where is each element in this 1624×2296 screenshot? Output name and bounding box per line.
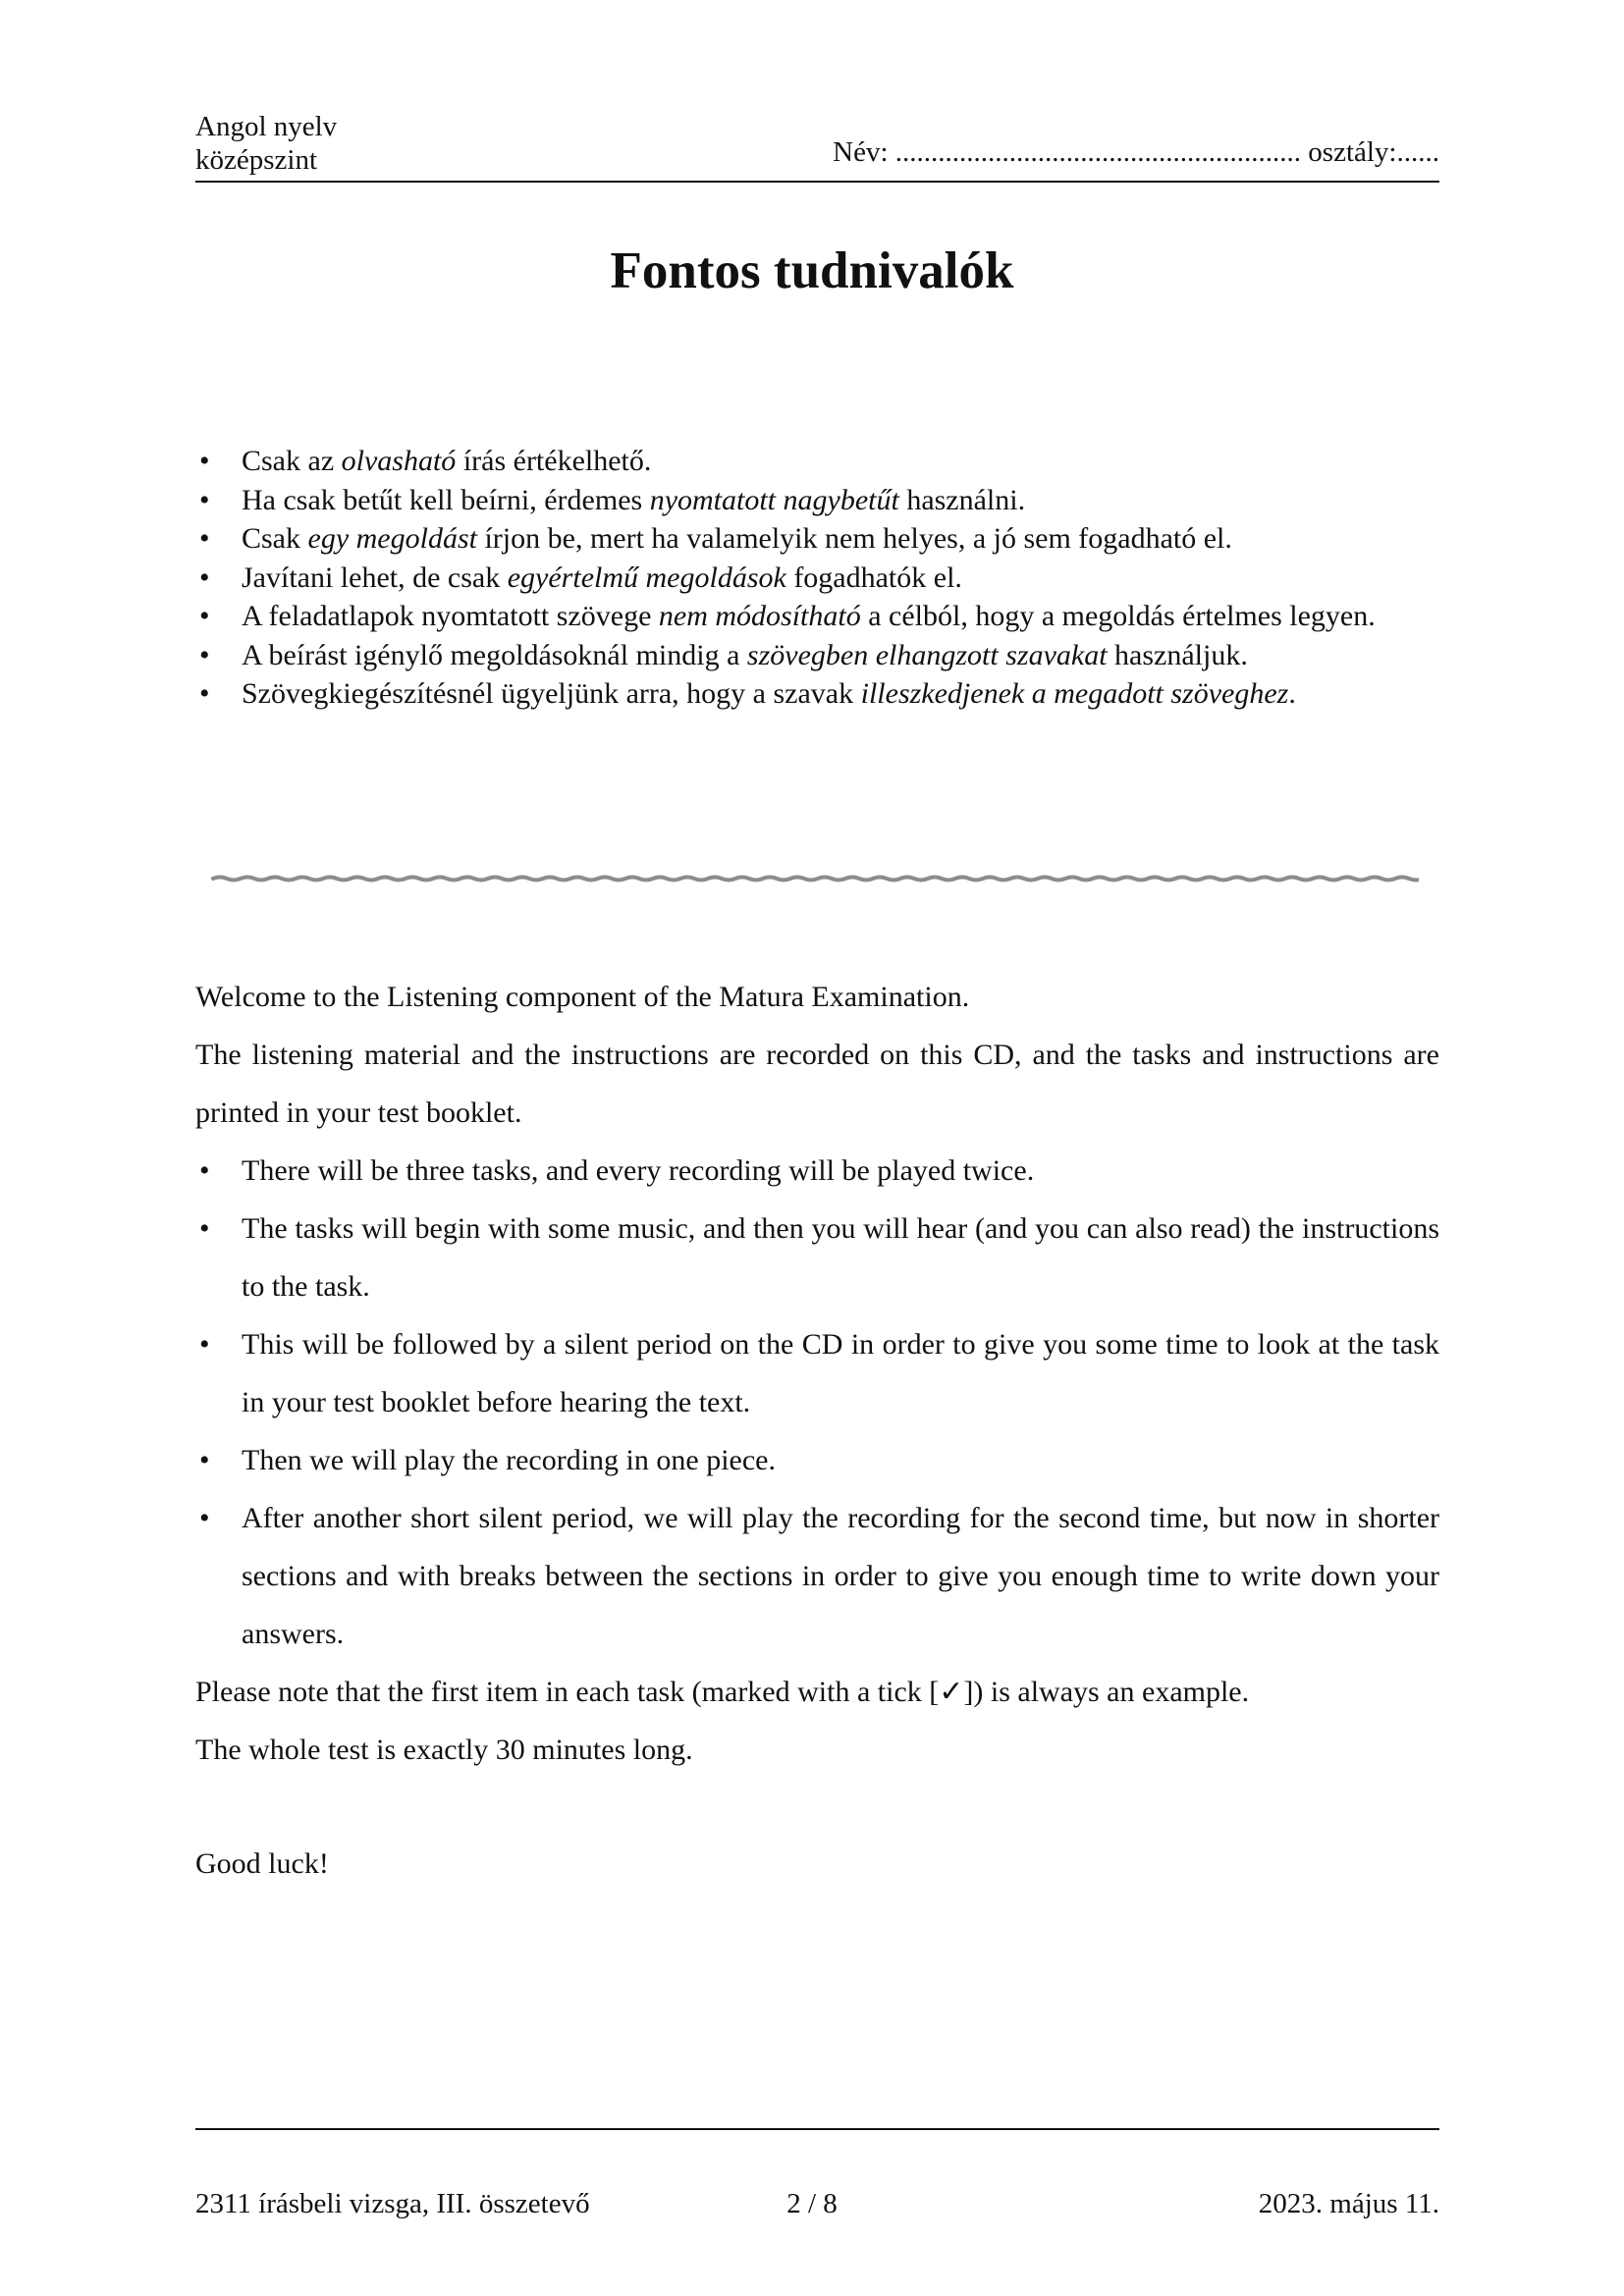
wavy-divider (211, 868, 1419, 889)
welcome-text: Welcome to the Listening component of the Matura Examination. (195, 981, 970, 1013)
listening-bullet: • Then we will play the recording in one piece. (195, 1431, 1439, 1489)
header-rule (195, 181, 1439, 183)
example-note: Please note that the first item in each task (marked with a tick [✓]) is always an example. (195, 1676, 1250, 1708)
footer-rule (195, 2128, 1439, 2130)
rule-item: • A beírást igénylő megoldásoknál mindig a szövegben elhangzott szavakat használjuk. (195, 636, 1439, 675)
header-subject: Angol nyelv (195, 111, 338, 142)
rules-list (195, 442, 1439, 714)
header-subject-block (195, 110, 337, 177)
footer-page-number: 2 / 8 (786, 2188, 838, 2219)
rule-item: • Javítani lehet, de csak egyértelmű megoldások fogadhatók el. (195, 559, 1439, 598)
listening-bullet: • This will be followed by a silent period on the CD in order to give you some time to look at the task in your test booklet before hearing the text. (195, 1315, 1439, 1431)
footer-date: 2023. május 11. (1258, 2188, 1439, 2219)
header-name-field: Név: ......................................................... osztály:...... (833, 136, 1439, 168)
footer-exam-code: 2311 írásbeli vizsga, III. összetevő (195, 2188, 590, 2219)
listening-bullets (195, 1142, 1439, 1663)
intro-text: The listening material and the instructions are recorded on this CD, and the tasks and instructions are printed in your test booklet. (195, 1039, 1439, 1129)
listening-bullet: • After another short silent period, we will play the recording for the second time, but now in shorter sections and with breaks between the sections in order to give you enough time to write down your answers. (195, 1489, 1439, 1663)
page-title: Fontos tudnivalók (610, 242, 1014, 299)
rule-item: • Csak az olvasható írás értékelhető. (195, 442, 1439, 481)
listening-instructions (195, 968, 1439, 1893)
rule-item: • A feladatlapok nyomtatott szövege nem módosítható a célból, hogy a megoldás értelmes legyen. (195, 597, 1439, 636)
header-level: középszint (195, 144, 318, 176)
rule-item: • Ha csak betűt kell beírni, érdemes nyomtatott nagybetűt használni. (195, 481, 1439, 520)
rule-item: • Csak egy megoldást írjon be, mert ha valamelyik nem helyes, a jó sem fogadható el. (195, 519, 1439, 559)
listening-bullet: • The tasks will begin with some music, and then you will hear (and you can also read) the instructions to the task. (195, 1200, 1439, 1315)
duration-text: The whole test is exactly 30 minutes long. (195, 1734, 693, 1766)
closing-text: Good luck! (195, 1847, 329, 1880)
rule-item: • Szövegkiegészítésnél ügyeljünk arra, hogy a szavak illeszkedjenek a megadott szöveghez. (195, 674, 1439, 714)
listening-bullet: • There will be three tasks, and every recording will be played twice. (195, 1142, 1439, 1200)
